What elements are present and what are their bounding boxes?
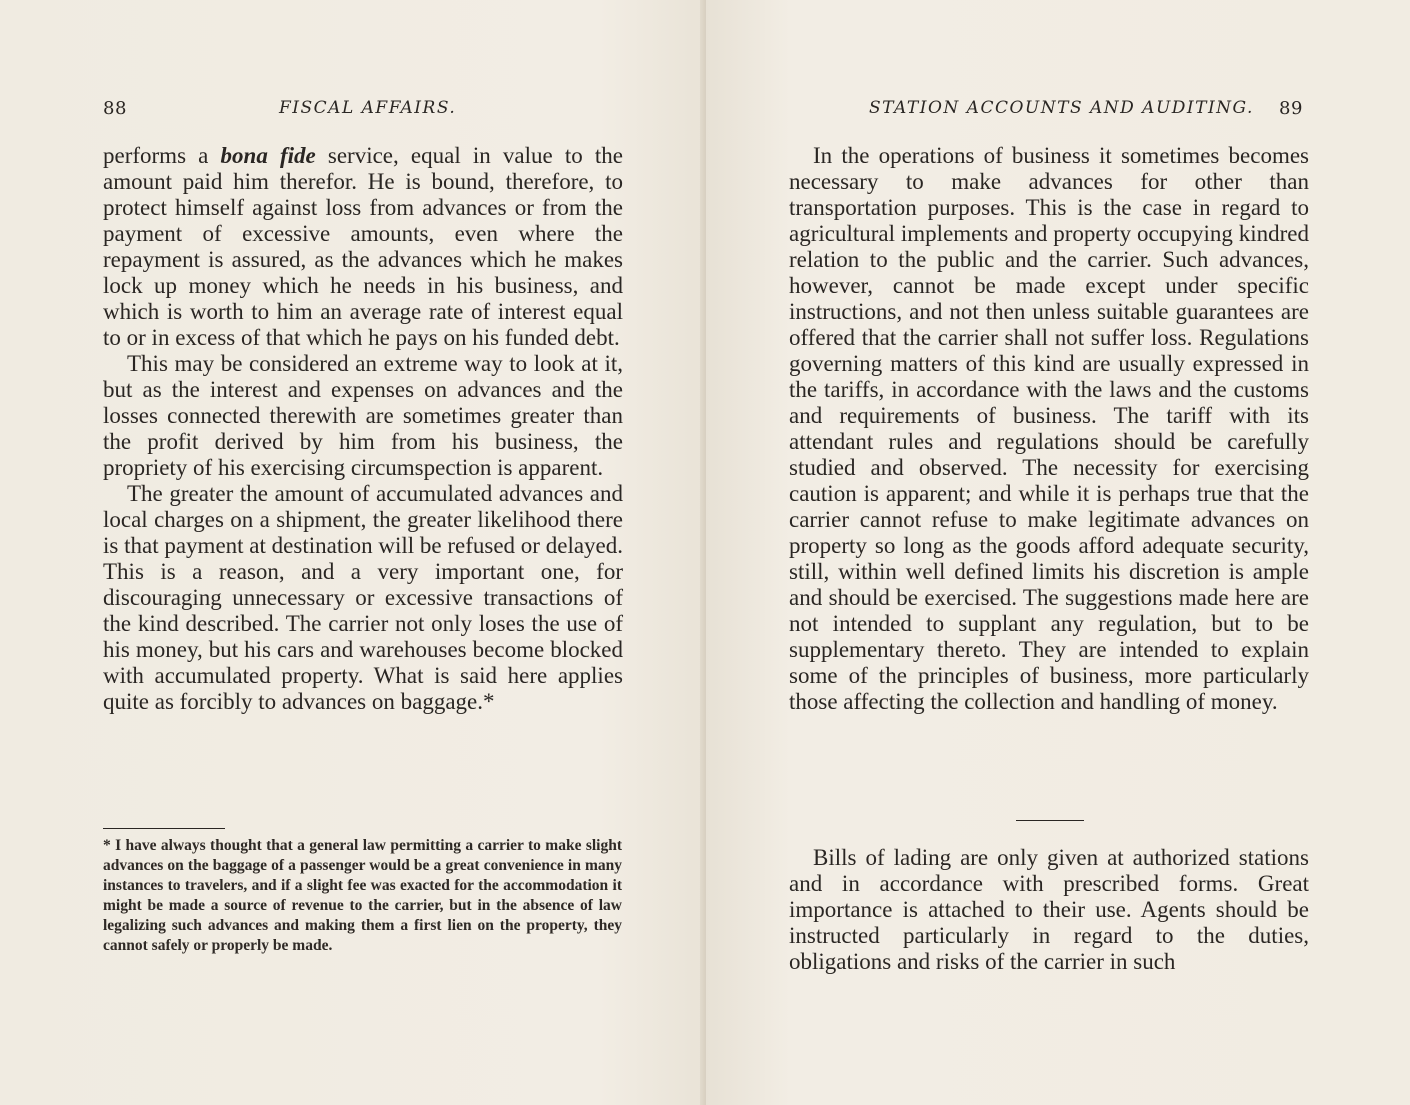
p1-start: performs a bbox=[103, 143, 221, 168]
right-paragraph-2: Bills of lading are only given at authorized stations and in accordance with prescribed forms. Great importance is attached to their use. Agents should be instructed particularly in regard to the duties, obligations and risks of the carrier in such bbox=[789, 845, 1309, 974]
right-body-text-2 bbox=[789, 845, 1309, 975]
section-separator-rule bbox=[1016, 820, 1084, 821]
right-running-head-title: STATION ACCOUNTS AND AUDITING. bbox=[869, 98, 1254, 118]
right-page bbox=[706, 0, 1410, 1105]
left-paragraph-1 bbox=[103, 143, 623, 351]
left-paragraph-2: This may be considered an extreme way to look at it, but as the interest and expenses on advances and the losses connected therewith are sometimes greater than the profit derived by him from his business, the propriety of his exercising circumspection is apparent. bbox=[103, 351, 623, 480]
left-page bbox=[0, 0, 704, 1105]
right-page-number: 89 bbox=[1279, 98, 1303, 119]
right-running-header bbox=[869, 98, 1309, 122]
p1-emphasis: bona fide bbox=[220, 143, 316, 168]
left-body-text bbox=[103, 143, 623, 715]
footnote-rule bbox=[103, 828, 225, 829]
p1-rest: service, equal in value to the amount paid him therefor. He is bound, therefore, to protect himself against loss from advances or from the payment of excessive amounts, even where the repayment is assured, as the advances which he makes lock up money which he needs in his business, and which is worth to him an average rate of interest equal to or in excess of that which he pays on his funded debt. bbox=[103, 143, 623, 350]
footnote: * I have always thought that a general law permitting a carrier to make slight advances on the baggage of a passenger would be a great convenience in many instances to travelers, and if a slight fee was exacted for the accommodation it might be made a source of revenue to the carrier, but in the absence of law legalizing such advances and making them a first lien on the property, they cannot safely or properly be made. bbox=[103, 837, 622, 954]
left-paragraph-3: The greater the amount of accumulated advances and local charges on a shipment, the greater likelihood there is that payment at destination will be refused or delayed. This is a reason, and a very important one, for discouraging unnecessary or excessive transactions of the kind described. The carrier not only loses the use of his money, but his cars and warehouses become blocked with accumulated property. What is said here applies quite as forcibly to advances on baggage.* bbox=[103, 481, 623, 714]
left-running-head-title: FISCAL AFFAIRS. bbox=[279, 98, 457, 118]
left-page-number: 88 bbox=[103, 98, 127, 119]
left-running-header bbox=[103, 98, 623, 122]
right-paragraph-1: In the operations of business it sometimes becomes necessary to make advances for other than transportation purposes. This is the case in regard to agricultural implements and property occupying kindred relation to the public and the carrier. Such advances, however, cannot be made except under specific instructions, and not then unless suitable guarantees are offered that the carrier shall not suffer loss. Regulations governing matters of this kind are usually expressed in the tariffs, in accordance with the laws and the customs and requirements of business. The tariff with its attendant rules and regulations should be carefully studied and observed. The necessity for exercising caution is apparent; and while it is perhaps true that the carrier cannot refuse to make legitimate advances on property so long as the goods afford adequate security, still, within well defined limits his discretion is ample and should be exercised. The suggestions made here are not intended to supplant any regulation, but to be supplementary thereto. They are intended to explain some of the principles of business, more particularly those affecting the collection and handling of money. bbox=[789, 143, 1309, 714]
right-body-text bbox=[789, 143, 1309, 715]
